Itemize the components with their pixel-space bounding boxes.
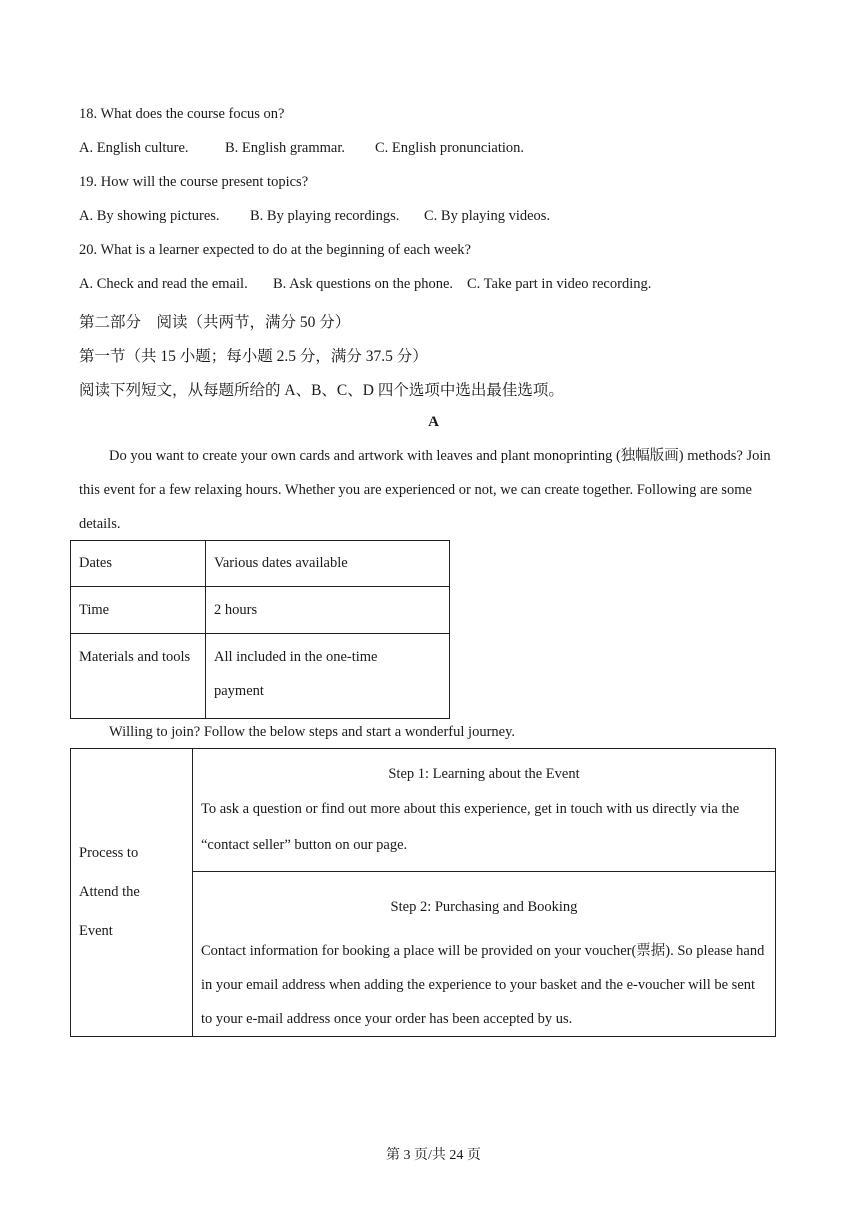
step-body: Contact information for booking a place will be provided on your voucher(票据). So please hand in your email address when adding the experience to your basket and the e-voucher will be sent to your e-mail address once your order has been accepted by us. (201, 943, 765, 1027)
page-footer: 第 3 页/共 24 页 (386, 1148, 481, 1163)
option: A. English culture. (79, 140, 189, 156)
row-label: Time (71, 587, 206, 634)
section-instruction: 阅读下列短文，从每题所给的 A、B、C、D 四个选项中选出最佳选项。 (79, 382, 564, 399)
process-label: Process to Attend the Event (71, 749, 193, 1037)
join-line: Willing to join? Follow the below steps and start a wonderful journey. (109, 724, 516, 740)
question-20-options (79, 276, 651, 293)
table-row (71, 634, 450, 719)
passage-label: A (428, 414, 439, 430)
step-title: Step 1: Learning about the Event (388, 766, 580, 782)
option: B. By playing recordings. (250, 208, 400, 224)
passage-intro (79, 439, 789, 541)
option: B. English grammar. (225, 140, 346, 156)
step-cell (193, 749, 776, 872)
row-value: 2 hours (206, 587, 450, 634)
table-row (71, 587, 450, 634)
row-label: Materials and tools (71, 634, 206, 719)
process-table (70, 748, 776, 1037)
row-label: Dates (71, 541, 206, 587)
intro-text: Do you want to create your own cards and artwork with leaves and plant monoprinting (独幅版画) methods? Join this event for a few relaxing hours. Whether you are experienced or not, we can create together. Following are some details. (79, 448, 771, 532)
row-value: Various dates available (206, 541, 450, 587)
option: B. Ask questions on the phone. (273, 276, 454, 292)
option: A. Check and read the email. (79, 276, 248, 292)
row-value: All included in the one-time payment (206, 634, 450, 719)
section-subheading: 第一节（共 15 小题；每小题 2.5 分，满分 37.5 分） (79, 348, 428, 365)
info-table (70, 540, 450, 719)
question-20: 20. What is a learner expected to do at the beginning of each week? (79, 242, 471, 258)
question-19: 19. How will the course present topics? (79, 174, 309, 190)
question-18: 18. What does the course focus on? (79, 106, 285, 122)
question-18-options (79, 140, 524, 157)
step-title: Step 2: Purchasing and Booking (390, 899, 578, 915)
option: C. English pronunciation. (375, 140, 525, 156)
step-body: To ask a question or find out more about this experience, get in touch with us directly via the “contact seller” button on our page. (201, 801, 740, 853)
table-row (71, 541, 450, 587)
table-row (71, 749, 776, 872)
option: A. By showing pictures. (79, 208, 220, 224)
step-cell (193, 872, 776, 1037)
question-19-options (79, 208, 550, 225)
option: C. By playing videos. (424, 208, 551, 224)
option: C. Take part in video recording. (467, 276, 652, 292)
section-heading: 第二部分 阅读（共两节，满分 50 分） (79, 314, 351, 331)
